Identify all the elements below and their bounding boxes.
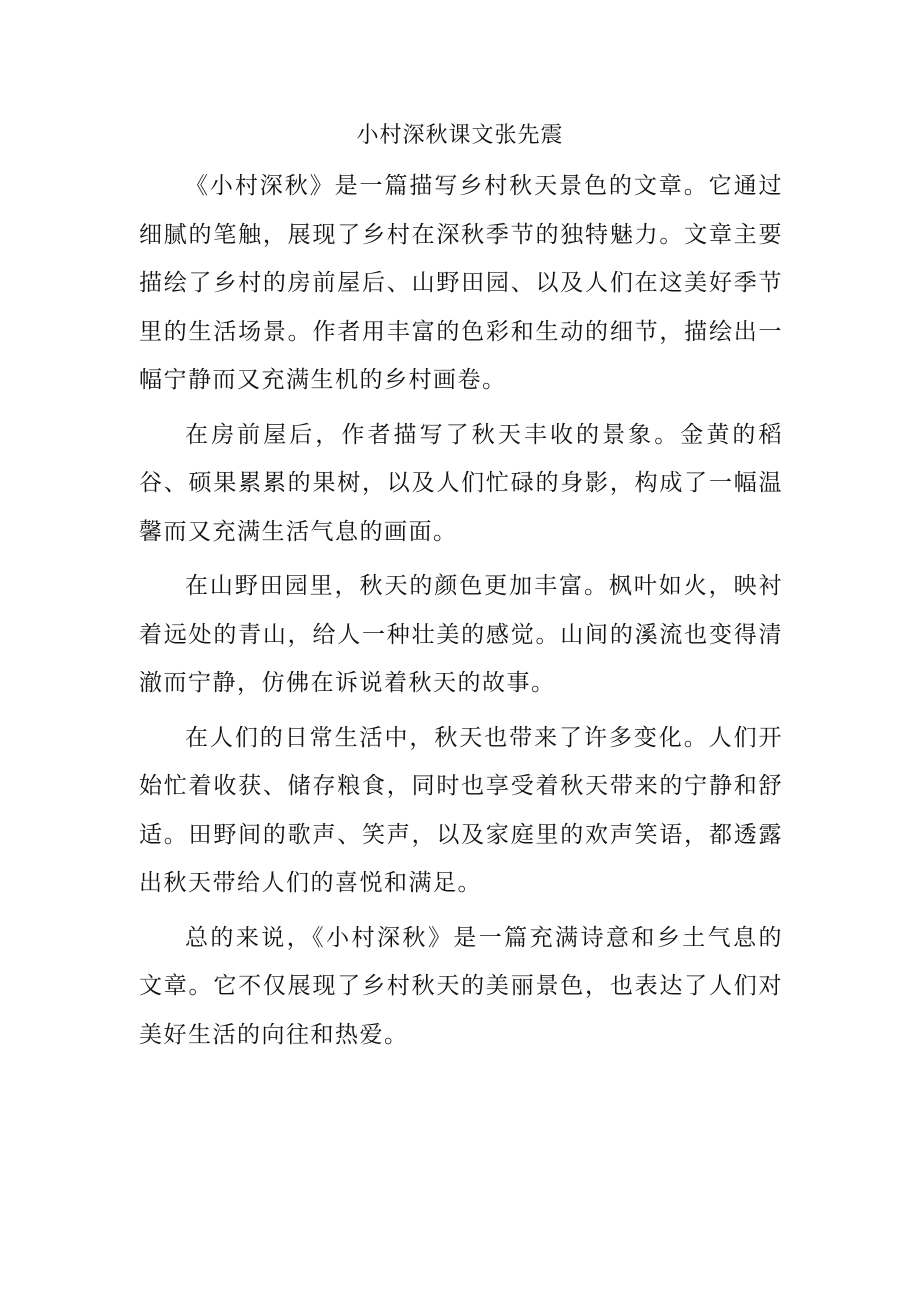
paragraph-3: 在山野田园里，秋天的颜色更加丰富。枫叶如火，映衬着远处的青山，给人一种壮美的感觉。山间的溪流也变得清澈而宁静，仿佛在诉说着秋天的故事。: [139, 573, 783, 696]
paragraph-4: 在人们的日常生活中，秋天也带来了许多变化。人们开始忙着收获、储存粮食，同时也享受着秋天带来的宁静和舒适。田野间的歌声、笑声，以及家庭里的欢声笑语，都透露出秋天带给人们的喜悦和满足。: [139, 724, 783, 896]
paragraph-1: 《小村深秋》是一篇描写乡村秋天景色的文章。它通过细腻的笔触，展现了乡村在深秋季节的独特魅力。文章主要描绘了乡村的房前屋后、山野田园、以及人们在这美好季节里的生活场景。作者用丰富的色彩和生动的细节，描绘出一幅宁静而又充满生机的乡村画卷。: [139, 173, 783, 393]
document-title: 小村深秋课文张先震: [356, 123, 564, 148]
paragraph-2: 在房前屋后，作者描写了秋天丰收的景象。金黄的稻谷、硕果累累的果树，以及人们忙碌的身影，构成了一幅温馨而又充满生活气息的画面。: [139, 421, 783, 545]
document-body: [139, 162, 783, 1065]
paragraph-5: 总的来说，《小村深秋》是一篇充满诗意和乡土气息的文章。它不仅展现了乡村秋天的美丽景色，也表达了人们对美好生活的向往和热爱。: [139, 924, 783, 1048]
